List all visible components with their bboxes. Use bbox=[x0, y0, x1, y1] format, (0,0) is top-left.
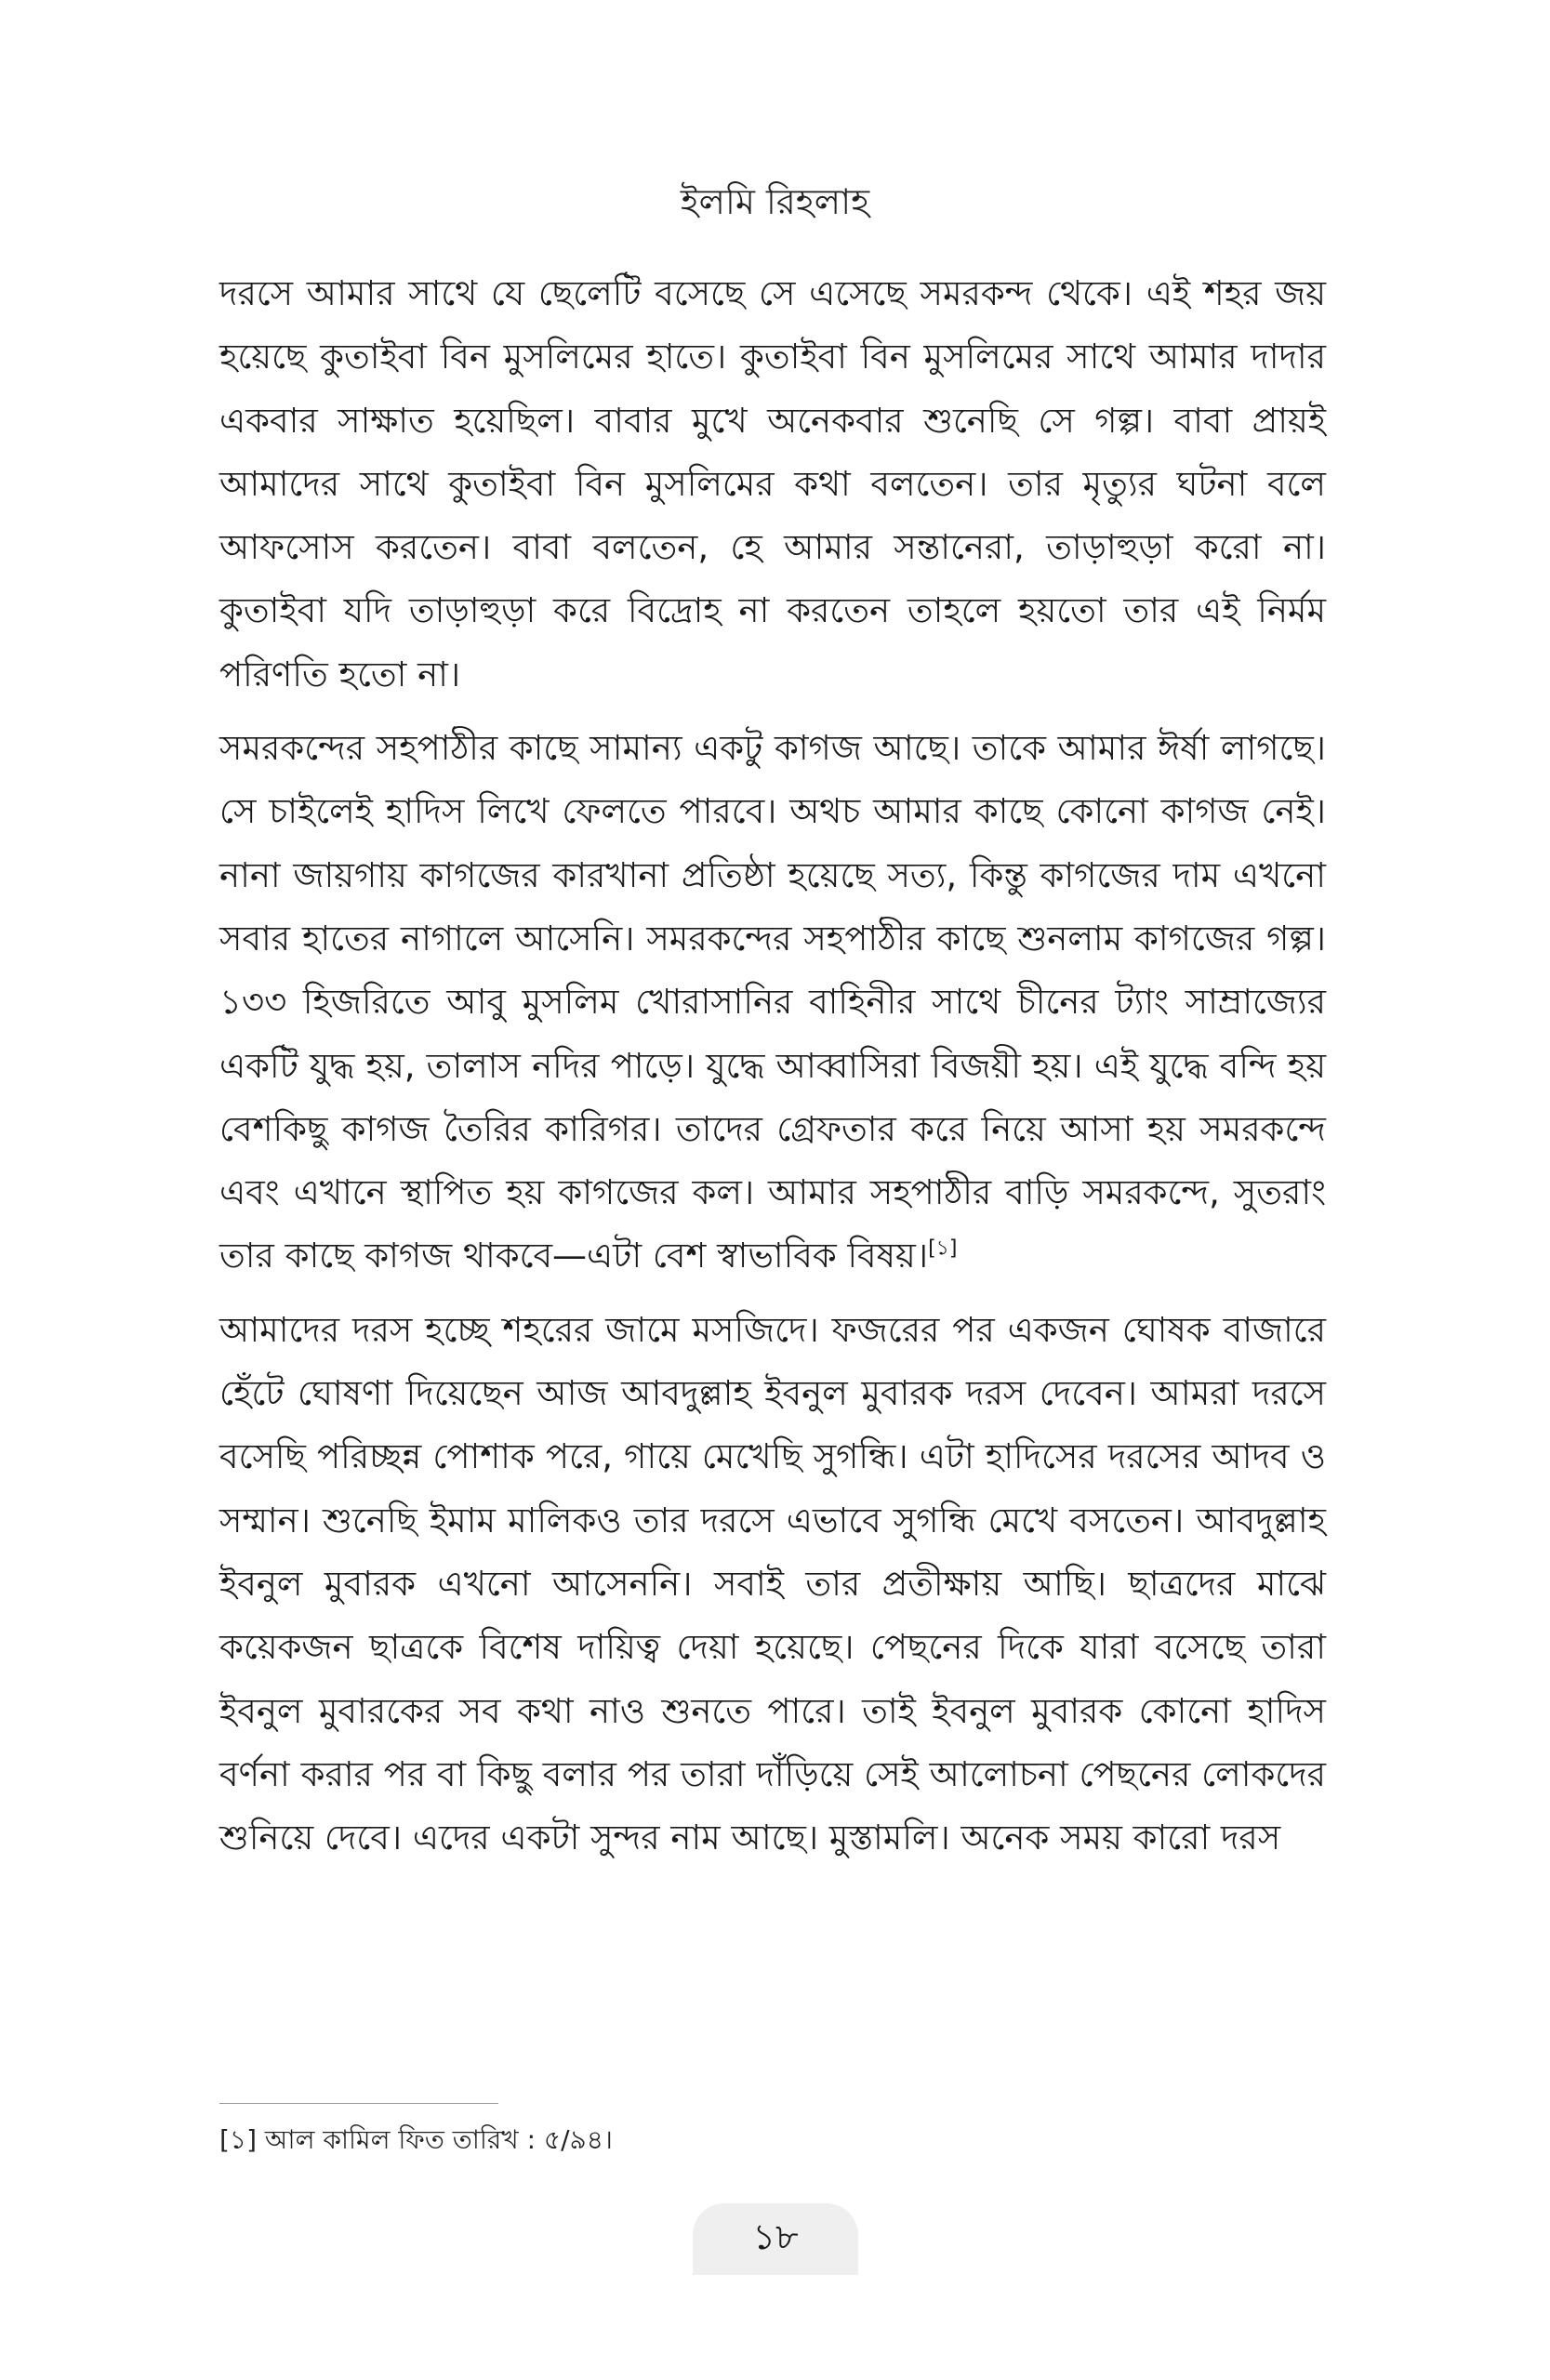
footnote-divider bbox=[219, 2103, 498, 2104]
running-header: ইলমি রিহলাহ bbox=[680, 181, 870, 222]
paragraph-3 bbox=[219, 1299, 1326, 1871]
paragraph-2-text: সমরকন্দের সহপাঠীর কাছে সামান্য একটু কাগজ আছে। তাকে আমার ঈর্ষা লাগছে। সে চাইলেই হাদিস লিখে ফেলতে পারবে। অথচ আমার কাছে কোনো কাগজ নেই। নানা জায়গায় কাগজের কারখানা প্রতিষ্ঠা হয়েছে সত্য, কিন্তু কাগজের দাম এখনো সবার হাতের নাগালে আসেনি। সমরকন্দের সহপাঠীর কাছে শুনলাম কাগজের গল্প। ১৩৩ হিজরিতে আবু মুসলিম খোরাসানির বাহিনীর সাথে চীনের ট্যাং সাম্রাজ্যের একটি যুদ্ধ হয়, তালাস নদির পাড়ে। যুদ্ধে আব্বাসিরা বিজয়ী হয়। এই যুদ্ধে বন্দি হয় বেশকিছু কাগজ তৈরির কারিগর। তাদের গ্রেফতার করে নিয়ে আসা হয় সমরকন্দে এবং এখানে স্থাপিত হয় কাগজের কল। আমার সহপাঠীর বাড়ি সমরকন্দে, সুতরাং তার কাছে কাগজ থাকবে—এটা বেশ স্বাভাবিক বিষয়। bbox=[219, 728, 1326, 1276]
paragraph-1-text: দরসে আমার সাথে যে ছেলেটি বসেছে সে এসেছে সমরকন্দ থেকে। এই শহর জয় হয়েছে কুতাইবা বিন মুসলিমের হাতে। কুতাইবা বিন মুসলিমের সাথে আমার দাদার একবার সাক্ষাত হয়েছিল। বাবার মুখে অনেকবার শুনেছি সে গল্প। বাবা প্রায়ই আমাদের সাথে কুতাইবা বিন মুসলিমের কথা বলতেন। তার মৃত্যুর ঘটনা বলে আফসোস করতেন। বাবা বলতেন, হে আমার সন্তানেরা, তাড়াহুড়া করো না। কুতাইবা যদি তাড়াহুড়া করে বিদ্রোহ না করতেন তাহলে হয়তো তার এই নির্মম পরিণতি হতো না। bbox=[219, 273, 1326, 694]
body-text bbox=[219, 262, 1326, 1870]
paragraph-3-text: আমাদের দরস হচ্ছে শহরের জামে মসজিদে। ফজরের পর একজন ঘোষক বাজারে হেঁটে ঘোষণা দিয়েছেন আজ আবদুল্লাহ ইবনুল মুবারক দরস দেবেন। আমরা দরসে বসেছি পরিচ্ছন্ন পোশাক পরে, গায়ে মেখেছি সুগন্ধি। এটা হাদিসের দরসের আদব ও সম্মান। শুনেছি ইমাম মালিকও তার দরসে এভাবে সুগন্ধি মেখে বসতেন। আবদুল্লাহ ইবনুল মুবারক এখনো আসেননি। সবাই তার প্রতীক্ষায় আছি। ছাত্রদের মাঝে কয়েকজন ছাত্রকে বিশেষ দায়িত্ব দেয়া হয়েছে। পেছনের দিকে যারা বসেছে তারা ইবনুল মুবারকের সব কথা নাও শুনতে পারে। তাই ইবনুল মুবারক কোনো হাদিস বর্ণনা করার পর বা কিছু বলার পর তারা দাঁড়িয়ে সেই আলোচনা পেছনের লোকদের শুনিয়ে দেবে। এদের একটা সুন্দর নাম আছে। মুস্তামলি। অনেক সময় কারো দরস bbox=[219, 1309, 1326, 1858]
paragraph-2 bbox=[219, 717, 1326, 1289]
page-number-tab bbox=[693, 2203, 858, 2275]
paragraph-1 bbox=[219, 262, 1326, 707]
footnote: [১] আল কামিল ফিত তারিখ : ৫/৯৪। bbox=[219, 2124, 613, 2155]
footnote-reference[interactable]: [১] bbox=[928, 1237, 958, 1262]
page-number: ১৮ bbox=[752, 2215, 799, 2257]
